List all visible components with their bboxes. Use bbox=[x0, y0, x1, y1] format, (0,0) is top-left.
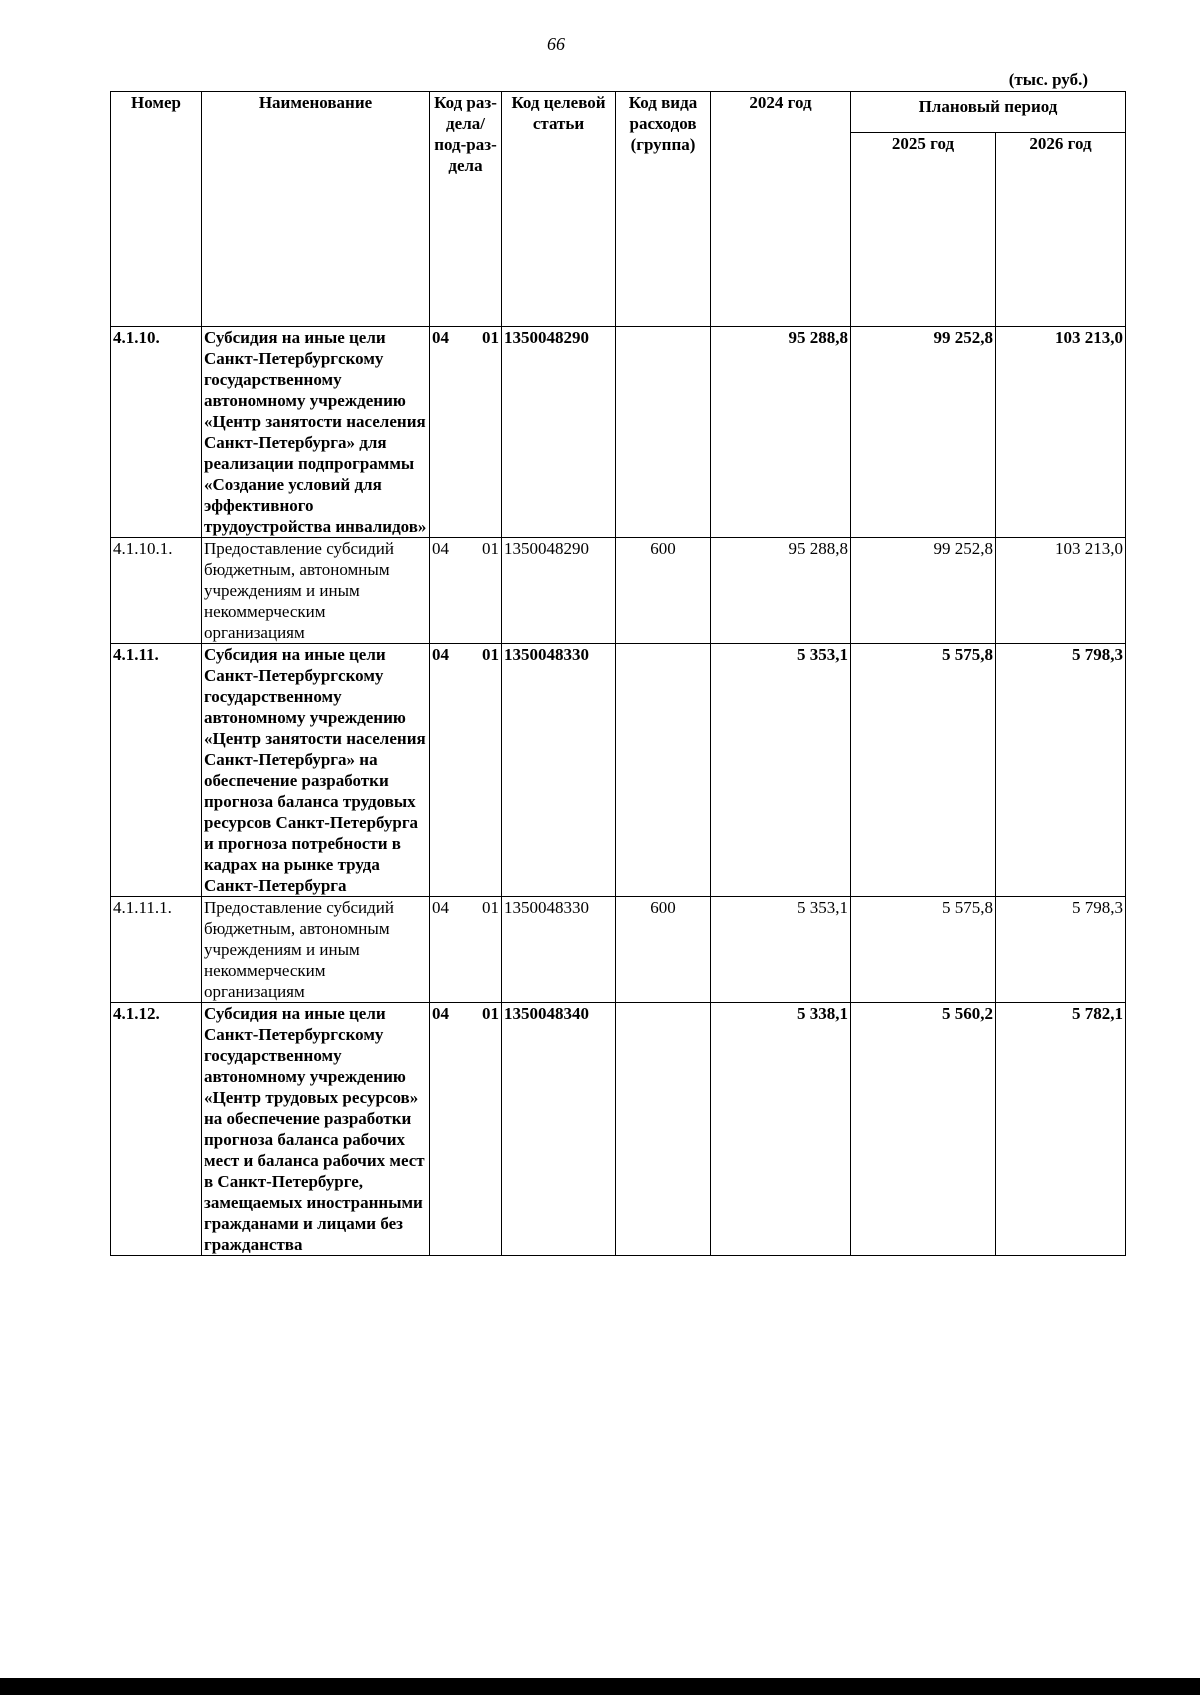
table-row bbox=[111, 644, 1126, 897]
row-2026: 103 213,0 bbox=[996, 538, 1126, 644]
header-target: Код целевой статьи bbox=[502, 92, 616, 327]
header-number: Номер bbox=[111, 92, 202, 327]
row-number: 4.1.12. bbox=[111, 1003, 202, 1256]
row-section bbox=[430, 538, 502, 644]
row-number: 4.1.11. bbox=[111, 644, 202, 897]
row-section bbox=[430, 1003, 502, 1256]
header-2024: 2024 год bbox=[711, 92, 851, 327]
row-subsection-code: 01 bbox=[482, 328, 499, 347]
row-2025: 99 252,8 bbox=[851, 327, 996, 538]
row-name: Субсидия на иные цели Санкт-Петербургскому государственному автономному учреждению «Центр занятости населения Санкт-Петербурга» на обеспечение разработки прогноза баланса трудовых ресурсов Санкт-Петербурга и прогноза потребности в кадрах на рынке труда Санкт-Петербурга bbox=[202, 644, 430, 897]
header-row bbox=[111, 92, 1126, 133]
table-row bbox=[111, 538, 1126, 644]
row-2025: 5 575,8 bbox=[851, 644, 996, 897]
header-2026: 2026 год bbox=[996, 133, 1126, 327]
header-expense-type: Код вида расходов (группа) bbox=[616, 92, 711, 327]
row-2024: 5 338,1 bbox=[711, 1003, 851, 1256]
row-target: 1350048340 bbox=[502, 1003, 616, 1256]
header-name: Наименование bbox=[202, 92, 430, 327]
table-row bbox=[111, 327, 1126, 538]
row-number: 4.1.11.1. bbox=[111, 897, 202, 1003]
row-subsection-code: 01 bbox=[482, 539, 499, 558]
row-expense-type: 600 bbox=[616, 538, 711, 644]
header-2025: 2025 год bbox=[851, 133, 996, 327]
row-2026: 5 798,3 bbox=[996, 897, 1126, 1003]
row-2025: 5 560,2 bbox=[851, 1003, 996, 1256]
row-target: 1350048290 bbox=[502, 538, 616, 644]
row-expense-type bbox=[616, 327, 711, 538]
row-2026: 103 213,0 bbox=[996, 327, 1126, 538]
row-2025: 99 252,8 bbox=[851, 538, 996, 644]
row-target: 1350048290 bbox=[502, 327, 616, 538]
row-section bbox=[430, 327, 502, 538]
row-section-code: 04 bbox=[432, 328, 449, 347]
scan-bottom-border bbox=[0, 1678, 1200, 1695]
table-row bbox=[111, 1003, 1126, 1256]
row-section-code: 04 bbox=[432, 1004, 449, 1023]
units-label: (тыс. руб.) bbox=[1008, 70, 1088, 89]
header-plan-period: Плановый период bbox=[851, 92, 1126, 133]
header-section: Код раз-дела/ под-раз-дела bbox=[430, 92, 502, 327]
row-section bbox=[430, 644, 502, 897]
row-section bbox=[430, 897, 502, 1003]
row-name: Предоставление субсидий бюджетным, автономным учреждениям и иным некоммерческим организациям bbox=[202, 897, 430, 1003]
row-section-code: 04 bbox=[432, 539, 449, 558]
row-2024: 95 288,8 bbox=[711, 327, 851, 538]
table-row bbox=[111, 897, 1126, 1003]
page-number: 66 bbox=[547, 34, 565, 54]
row-subsection-code: 01 bbox=[482, 1004, 499, 1023]
row-expense-type bbox=[616, 644, 711, 897]
row-2026: 5 782,1 bbox=[996, 1003, 1126, 1256]
row-name: Предоставление субсидий бюджетным, автономным учреждениям и иным некоммерческим организациям bbox=[202, 538, 430, 644]
row-name: Субсидия на иные цели Санкт-Петербургскому государственному автономному учреждению «Центр трудовых ресурсов» на обеспечение разработки прогноза баланса рабочих мест и баланса рабочих мест в Санкт-Петербурге, замещаемых иностранными гражданами и лицами без гражданства bbox=[202, 1003, 430, 1256]
row-expense-type bbox=[616, 1003, 711, 1256]
row-subsection-code: 01 bbox=[482, 898, 499, 917]
row-number: 4.1.10. bbox=[111, 327, 202, 538]
row-2025: 5 575,8 bbox=[851, 897, 996, 1003]
row-target: 1350048330 bbox=[502, 897, 616, 1003]
row-2026: 5 798,3 bbox=[996, 644, 1126, 897]
row-target: 1350048330 bbox=[502, 644, 616, 897]
row-name: Субсидия на иные цели Санкт-Петербургскому государственному автономному учреждению «Центр занятости населения Санкт-Петербурга» для реализации подпрограммы «Создание условий для эффективного трудоустройства инвалидов» bbox=[202, 327, 430, 538]
row-section-code: 04 bbox=[432, 645, 449, 664]
row-2024: 5 353,1 bbox=[711, 644, 851, 897]
row-2024: 5 353,1 bbox=[711, 897, 851, 1003]
budget-table bbox=[110, 91, 1126, 1256]
row-2024: 95 288,8 bbox=[711, 538, 851, 644]
row-subsection-code: 01 bbox=[482, 645, 499, 664]
row-number: 4.1.10.1. bbox=[111, 538, 202, 644]
row-section-code: 04 bbox=[432, 898, 449, 917]
row-expense-type: 600 bbox=[616, 897, 711, 1003]
